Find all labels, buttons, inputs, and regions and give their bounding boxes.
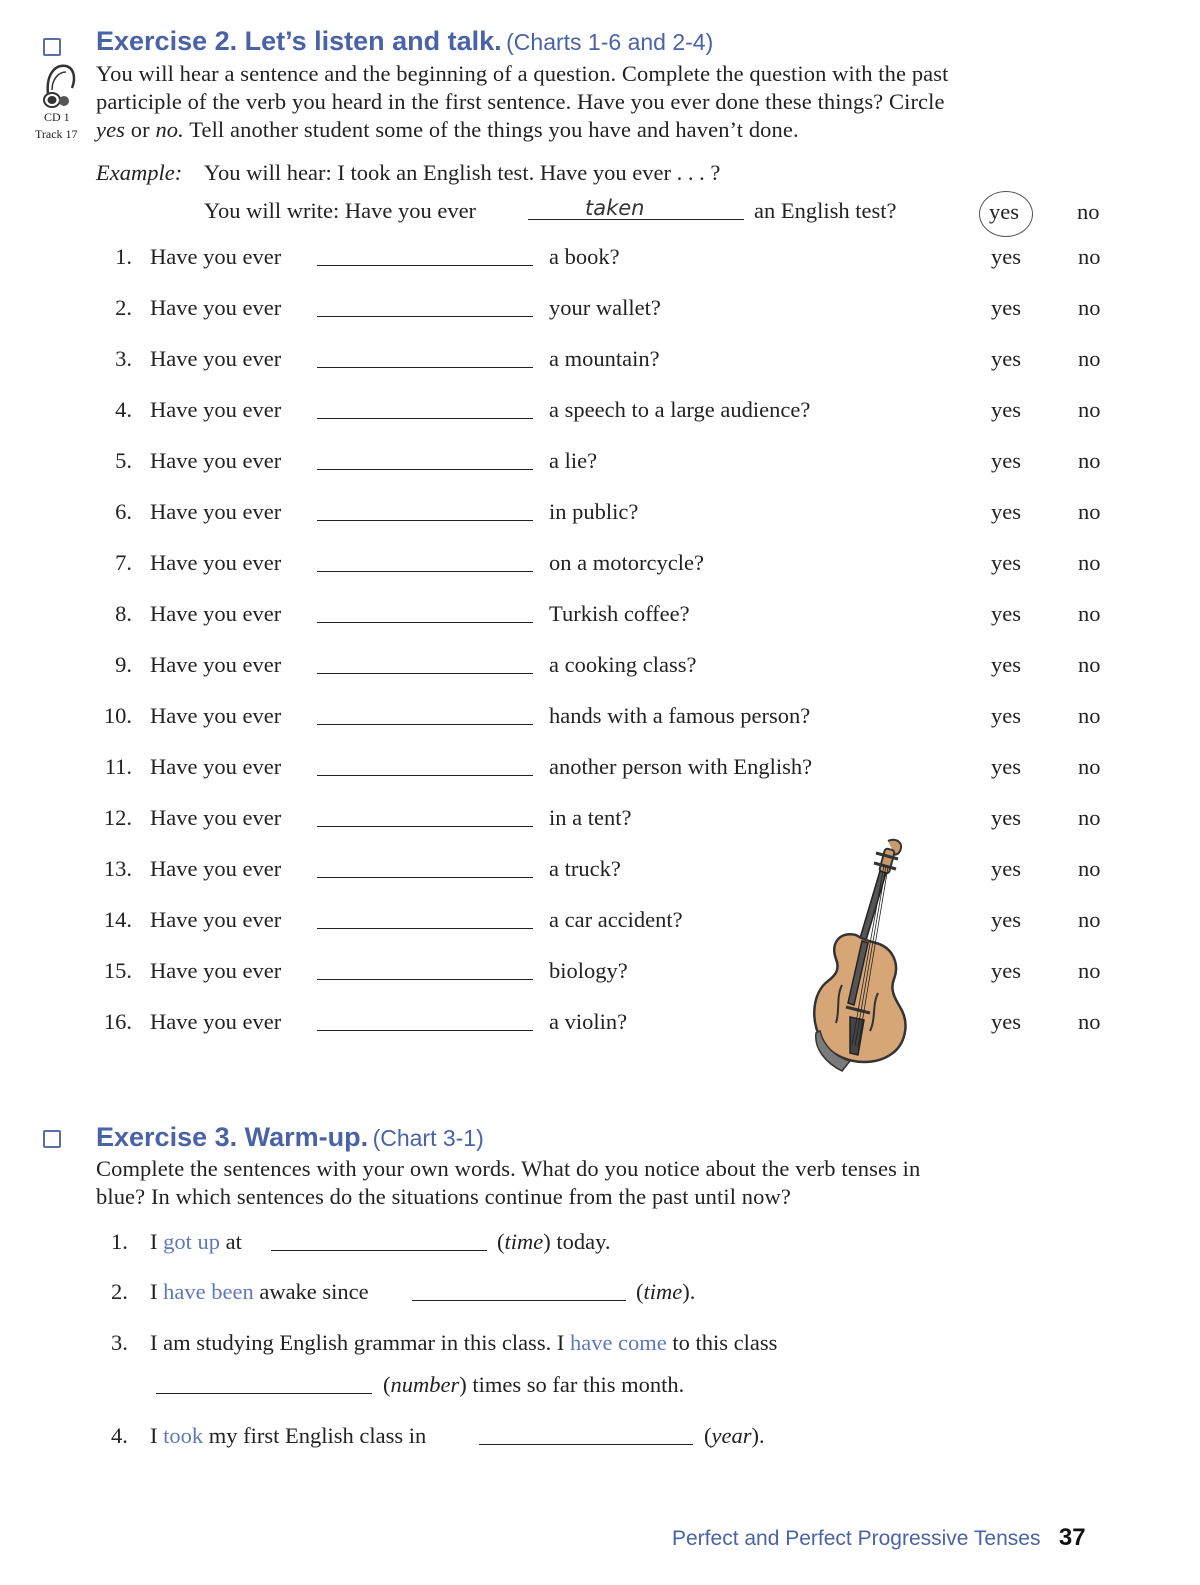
yes-option[interactable]: yes [991, 550, 1021, 575]
no-option[interactable]: no [1078, 397, 1101, 422]
item-number: 3. [115, 346, 132, 371]
blue-verb: have come [569, 1330, 667, 1355]
item-ending: a mountain? [549, 346, 660, 371]
instruction-line-3 [96, 116, 1116, 144]
answer-blank[interactable] [317, 316, 533, 317]
sentence-number: 4. [111, 1423, 128, 1448]
yes-option[interactable]: yes [991, 754, 1021, 779]
violin-illustration [806, 835, 916, 1075]
answer-blank[interactable] [317, 928, 533, 929]
no-option[interactable]: no [1078, 346, 1101, 371]
no-option[interactable]: no [1078, 703, 1101, 728]
item-stem: Have you ever [150, 754, 282, 779]
sentence-middle: at [225, 1229, 242, 1254]
page-number: 37 [1058, 1524, 1086, 1551]
item-stem: Have you ever [150, 295, 282, 320]
item-ending: in a tent? [549, 805, 632, 830]
item-ending: Turkish coffee? [549, 601, 690, 626]
yes-option[interactable]: yes [991, 295, 1021, 320]
instruction-line-1: You will hear a sentence and the beginning of a question. Complete the question with the past [96, 61, 949, 86]
item-number: 15. [103, 958, 132, 983]
example-tag: Example: [96, 160, 183, 185]
sentence-tail: . [758, 1423, 765, 1448]
blue-verb: have been [163, 1279, 254, 1304]
answer-blank[interactable] [317, 520, 533, 521]
no-option[interactable]: no [1078, 295, 1101, 320]
answer-blank[interactable] [317, 265, 533, 266]
sentence-end: (year). [704, 1423, 765, 1448]
item-stem: Have you ever [150, 703, 282, 728]
yes-option[interactable]: yes [991, 907, 1021, 932]
answer-blank[interactable] [317, 469, 533, 470]
sentence-number: 1. [111, 1229, 128, 1254]
item-ending: hands with a famous person? [549, 703, 811, 728]
question-row [0, 499, 1200, 539]
instruction-no: no. [155, 117, 184, 142]
sentence-number: 2. [111, 1279, 128, 1304]
no-option[interactable]: no [1078, 958, 1101, 983]
answer-blank[interactable] [317, 673, 533, 674]
item-stem: Have you ever [150, 499, 282, 524]
item-number: 11. [104, 754, 132, 779]
sentence-3 [0, 1330, 1200, 1410]
item-ending: biology? [549, 958, 628, 983]
item-number: 7. [115, 550, 132, 575]
sentence-subject: I am studying English grammar in this class. I [150, 1330, 565, 1355]
yes-option[interactable]: yes [991, 703, 1021, 728]
sentence-middle: my first English class in [208, 1423, 427, 1448]
item-stem: Have you ever [150, 856, 282, 881]
question-row [0, 448, 1200, 488]
exercise-3-title: Exercise 3. Warm-up. [96, 1122, 369, 1152]
sentence-4 [0, 1423, 1200, 1459]
item-ending: a book? [549, 244, 620, 269]
no-option[interactable]: no [1078, 448, 1101, 473]
no-option[interactable]: no [1078, 1009, 1101, 1034]
exercise-2-charts: (Charts 1-6 and 2-4) [506, 29, 714, 55]
headphones-icon [40, 60, 80, 112]
item-number: 2. [115, 295, 132, 320]
hint-time: time [504, 1229, 544, 1254]
question-row [0, 805, 1200, 845]
item-ending: a violin? [549, 1009, 628, 1034]
no-option[interactable]: no [1078, 856, 1101, 881]
yes-option[interactable]: yes [991, 499, 1021, 524]
example-hear: You will hear: I took an English test. Have you ever . . . ? [204, 160, 721, 185]
item-stem: Have you ever [150, 958, 282, 983]
item-number: 16. [103, 1009, 132, 1034]
answer-blank[interactable] [317, 979, 533, 980]
item-number: 4. [115, 397, 132, 422]
item-ending: a car accident? [549, 907, 683, 932]
question-row [0, 601, 1200, 641]
exercise-3-instructions [96, 1155, 1116, 1211]
no-option[interactable]: no [1078, 754, 1101, 779]
item-ending: a lie? [549, 448, 598, 473]
sentence-end: (time). [636, 1279, 696, 1304]
sentence-1 [0, 1229, 1200, 1265]
cd-label: CD 1 [44, 110, 70, 124]
instruction-rest: Tell another student some of the things you have and haven’t done. [189, 117, 799, 142]
answer-blank[interactable] [317, 622, 533, 623]
blue-verb: took [163, 1423, 204, 1448]
item-stem: Have you ever [150, 601, 282, 626]
answer-blank[interactable] [317, 571, 533, 572]
question-row [0, 703, 1200, 743]
yes-option[interactable]: yes [991, 856, 1021, 881]
yes-option[interactable]: yes [991, 244, 1021, 269]
instruction-line-1: Complete the sentences with your own words. What do you notice about the verb tenses in [96, 1156, 921, 1181]
sentence-text [150, 1279, 369, 1305]
no-option[interactable]: no [1078, 907, 1101, 932]
answer-blank[interactable] [479, 1444, 693, 1445]
sentence-tail: today. [556, 1229, 611, 1254]
sentence-subject: I [150, 1423, 158, 1448]
no-option[interactable]: no [1078, 652, 1101, 677]
answer-blank[interactable] [271, 1250, 487, 1251]
no-option[interactable]: no [1078, 550, 1101, 575]
question-row [0, 244, 1200, 284]
example-write-suffix: an English test? [754, 198, 897, 223]
item-stem: Have you ever [150, 907, 282, 932]
item-stem: Have you ever [150, 397, 282, 422]
sentence-text [150, 1229, 242, 1255]
no-option[interactable]: no [1078, 244, 1101, 269]
item-ending: a cooking class? [549, 652, 697, 677]
sentence-subject: I [150, 1279, 158, 1304]
hint-number: number [390, 1372, 460, 1397]
item-stem: Have you ever [150, 652, 282, 677]
item-number: 1. [115, 244, 132, 269]
item-number: 5. [115, 448, 132, 473]
sentence-number: 3. [111, 1330, 128, 1355]
example-no: no [1077, 199, 1100, 224]
sentence-subject: I [150, 1229, 158, 1254]
item-number: 9. [115, 652, 132, 677]
answer-blank[interactable] [317, 775, 533, 776]
instruction-yes: yes [96, 117, 126, 142]
answer-blank[interactable] [317, 418, 533, 419]
item-ending: another person with English? [549, 754, 813, 779]
question-row [0, 652, 1200, 692]
item-stem: Have you ever [150, 448, 282, 473]
item-ending: a truck? [549, 856, 621, 881]
sentence-tail: times so far this month. [472, 1372, 685, 1397]
instruction-line-2: participle of the verb you heard in the first sentence. Have you ever done these things? Circle [96, 89, 945, 114]
sentence-end: (time) today. [497, 1229, 611, 1254]
sentence-middle: awake since [259, 1279, 369, 1304]
example-label [96, 160, 182, 186]
yes-option[interactable]: yes [991, 397, 1021, 422]
hint-time: time [643, 1279, 683, 1304]
item-number: 6. [115, 499, 132, 524]
exercise-2-checkbox[interactable] [43, 38, 61, 56]
question-row [0, 295, 1200, 335]
no-option[interactable]: no [1078, 805, 1101, 830]
question-row [0, 397, 1200, 437]
exercise-3-checkbox[interactable] [43, 1130, 61, 1148]
question-row [0, 958, 1200, 998]
sentence-middle: to this class [672, 1330, 778, 1355]
item-stem: Have you ever [150, 1009, 282, 1034]
yes-option[interactable]: yes [991, 805, 1021, 830]
no-option[interactable]: no [1078, 499, 1101, 524]
example-yes: yes [989, 199, 1019, 224]
hint-year: year [711, 1423, 752, 1448]
question-row [0, 1009, 1200, 1049]
sentence-end: (number) times so far this month. [383, 1372, 685, 1397]
exercise-2-title: Exercise 2. Let’s listen and talk. [96, 26, 502, 56]
exercise-2-heading [96, 26, 713, 57]
item-number: 12. [103, 805, 132, 830]
footer-section-title: Perfect and Perfect Progressive Tenses [672, 1527, 1041, 1550]
answer-blank[interactable] [317, 724, 533, 725]
item-ending: on a motorcycle? [549, 550, 704, 575]
yes-option[interactable]: yes [991, 958, 1021, 983]
no-option[interactable]: no [1078, 601, 1101, 626]
item-number: 14. [103, 907, 132, 932]
exercise-2-instructions [96, 60, 1116, 144]
question-row [0, 754, 1200, 794]
yes-option[interactable]: yes [991, 652, 1021, 677]
item-number: 13. [103, 856, 132, 881]
instruction-line-2: blue? In which sentences do the situations continue from the past until now? [96, 1184, 791, 1209]
example-write-prefix: You will write: Have you ever [204, 198, 477, 223]
question-row [0, 856, 1200, 896]
sentence-2 [0, 1279, 1200, 1315]
track-label: Track 17 [35, 127, 78, 141]
example-answer: taken [585, 196, 645, 220]
question-row [0, 907, 1200, 947]
answer-blank[interactable] [412, 1300, 626, 1301]
exercise-3-charts: (Chart 3-1) [372, 1125, 484, 1151]
answer-blank[interactable] [317, 877, 533, 878]
answer-blank[interactable] [317, 826, 533, 827]
item-stem: Have you ever [150, 244, 282, 269]
answer-blank[interactable] [156, 1393, 372, 1394]
item-ending: in public? [549, 499, 639, 524]
yes-option[interactable]: yes [991, 448, 1021, 473]
question-row [0, 346, 1200, 386]
sentence-text [150, 1423, 426, 1449]
item-ending: a speech to a large audience? [549, 397, 811, 422]
yes-option[interactable]: yes [991, 601, 1021, 626]
exercise-3-heading [96, 1122, 484, 1153]
item-stem: Have you ever [150, 805, 282, 830]
blue-verb: got up [163, 1229, 221, 1254]
item-ending: your wallet? [549, 295, 661, 320]
answer-blank[interactable] [317, 1030, 533, 1031]
item-stem: Have you ever [150, 550, 282, 575]
sentence-text [150, 1330, 777, 1356]
item-number: 10. [103, 703, 132, 728]
instruction-or: or [130, 117, 150, 142]
page-footer [672, 1524, 1086, 1552]
yes-option[interactable]: yes [991, 346, 1021, 371]
sentence-tail: . [689, 1279, 696, 1304]
question-row [0, 550, 1200, 590]
answer-blank[interactable] [317, 367, 533, 368]
item-number: 8. [115, 601, 132, 626]
item-stem: Have you ever [150, 346, 282, 371]
yes-option[interactable]: yes [991, 1009, 1021, 1034]
